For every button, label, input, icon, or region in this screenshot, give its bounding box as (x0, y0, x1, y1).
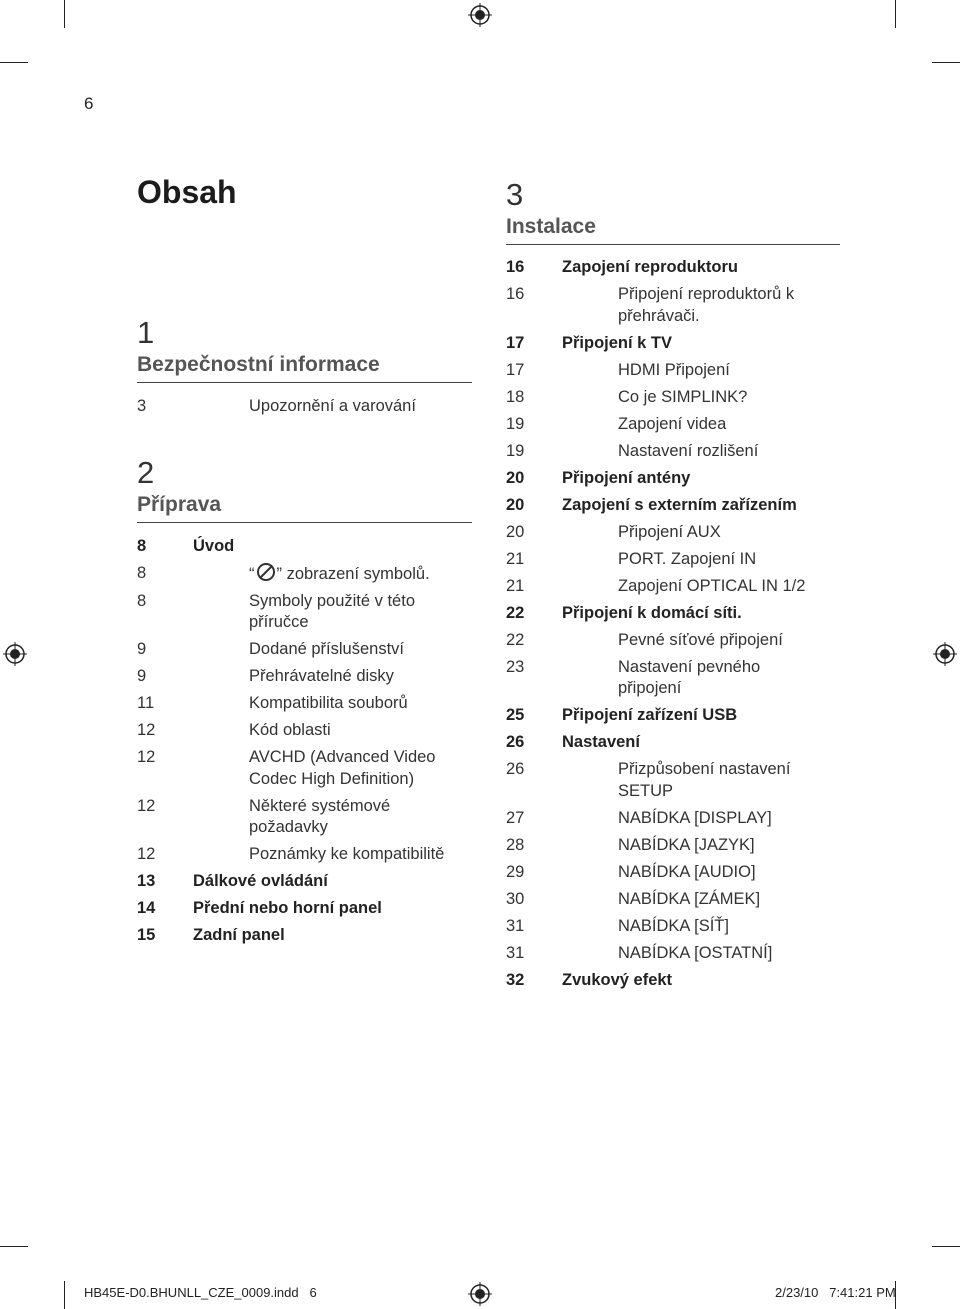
toc-page: 27 (506, 808, 525, 827)
toc-entry[interactable] (506, 257, 840, 279)
toc-text: Zapojení videa (618, 414, 727, 433)
toc-text: Připojení zařízení USB (562, 706, 738, 724)
toc-text: Zapojení reproduktoru (562, 258, 739, 276)
toc-page: 14 (137, 899, 156, 917)
toc-page: 20 (506, 522, 525, 541)
toc-entry[interactable] (506, 441, 840, 463)
toc-entry[interactable] (137, 639, 472, 661)
section-title: Instalace (506, 215, 596, 238)
toc-page: 29 (506, 862, 525, 881)
toc-page: 18 (506, 387, 525, 406)
toc-entry[interactable] (506, 657, 840, 700)
toc-page: 28 (506, 835, 525, 854)
toc-entry[interactable] (506, 468, 840, 490)
toc-page: 12 (137, 748, 156, 766)
toc-left-column (137, 316, 472, 947)
toc-entry[interactable] (506, 549, 840, 571)
toc-text: Přehrávatelné disky (249, 667, 394, 685)
toc-list-section-2 (137, 536, 472, 947)
toc-text: Nastavení (562, 733, 640, 751)
toc-entry[interactable] (137, 796, 472, 839)
registration-mark-icon (468, 3, 492, 27)
toc-page: 30 (506, 889, 525, 908)
toc-entry[interactable] (506, 835, 840, 857)
toc-text: Přizpůsobení nastavení SETUP (618, 760, 791, 800)
toc-page: 8 (137, 563, 147, 582)
section-number: 3 (506, 177, 524, 212)
toc-page: 20 (506, 495, 525, 514)
footer-file-info: HB45E-D0.BHUNLL_CZE_0009.indd 6 (84, 1285, 317, 1300)
page-number: 6 (84, 94, 94, 113)
toc-text: NABÍDKA [AUDIO] (618, 862, 756, 881)
toc-text: Kompatibilita souborů (249, 694, 408, 712)
toc-entry[interactable] (137, 591, 472, 634)
toc-entry[interactable] (506, 284, 840, 327)
toc-entry[interactable] (137, 563, 472, 586)
toc-entry[interactable] (506, 970, 840, 992)
crop-mark (932, 62, 960, 63)
toc-entry[interactable] (137, 693, 472, 715)
toc-text: HDMI Připojení (618, 360, 730, 379)
toc-text: Připojení k TV (562, 333, 673, 352)
section-divider (137, 382, 472, 383)
toc-page: 20 (506, 468, 525, 487)
toc-list-section-1 (137, 396, 472, 418)
toc-page: 12 (137, 845, 156, 863)
toc-text: NABÍDKA [OSTATNÍ] (618, 943, 773, 962)
toc-page: 26 (506, 760, 525, 778)
crop-mark (895, 0, 896, 28)
toc-text: Připojení k domácí síti. (562, 603, 742, 622)
toc-entry[interactable] (137, 898, 472, 920)
toc-page: 8 (137, 591, 147, 610)
registration-mark-icon (933, 642, 957, 666)
section-number: 2 (137, 454, 155, 490)
toc-text: Nastavení pevného připojení (618, 657, 761, 697)
footer-date: 2/23/10 7:41:21 PM (775, 1285, 896, 1300)
toc-entry[interactable] (137, 720, 472, 742)
toc-text: Připojení reproduktorů k přehrávači. (618, 285, 795, 325)
toc-text-prefix: “ (249, 564, 255, 583)
no-disc-icon (257, 563, 275, 581)
toc-text: Připojení antény (562, 468, 691, 487)
toc-entry[interactable] (506, 732, 840, 754)
crop-mark (64, 0, 65, 28)
toc-page: 32 (506, 970, 525, 989)
toc-entry[interactable] (506, 360, 840, 382)
registration-mark-icon (3, 642, 27, 666)
crop-mark (932, 1246, 960, 1247)
toc-text: NABÍDKA [JAZYK] (618, 835, 755, 854)
toc-text: Poznámky ke kompatibilitě (249, 845, 445, 863)
registration-mark-icon (468, 1282, 492, 1306)
toc-text: NABÍDKA [SÍŤ] (618, 916, 729, 935)
crop-mark (0, 62, 28, 63)
toc-text: Úvod (193, 536, 235, 555)
toc-entry[interactable] (506, 495, 840, 517)
toc-page: 9 (137, 640, 147, 658)
toc-entry[interactable] (137, 871, 472, 893)
toc-page: 21 (506, 549, 525, 568)
toc-text: Dodané příslušenství (249, 640, 405, 658)
toc-page: 19 (506, 414, 525, 433)
page-title: Obsah (137, 174, 237, 210)
toc-right-column (506, 178, 840, 997)
toc-entry[interactable] (506, 333, 840, 355)
toc-text: Upozornění a varování (249, 397, 416, 415)
toc-entry[interactable] (506, 705, 840, 727)
toc-text: Pevné síťové připojení (618, 630, 783, 649)
toc-entry[interactable] (137, 396, 472, 418)
toc-page: 11 (137, 694, 155, 712)
toc-page: 31 (506, 916, 525, 935)
crop-mark (64, 1281, 65, 1309)
toc-entry[interactable] (506, 387, 840, 409)
toc-text: Co je SIMPLINK? (618, 387, 748, 406)
toc-text: AVCHD (Advanced Video Codec High Definition) (249, 748, 436, 788)
toc-text: Nastavení rozlišení (618, 441, 759, 460)
toc-page: 22 (506, 603, 525, 622)
toc-text: Zvukový efekt (562, 970, 673, 989)
section-title: Příprava (137, 492, 222, 516)
toc-entry[interactable] (506, 916, 840, 938)
toc-page: 19 (506, 441, 525, 460)
toc-entry[interactable] (506, 576, 840, 598)
toc-entry[interactable] (506, 862, 840, 884)
section-divider (506, 244, 840, 245)
toc-entry[interactable] (506, 603, 840, 625)
toc-page: 15 (137, 926, 156, 944)
toc-entry[interactable] (137, 666, 472, 688)
toc-entry[interactable] (506, 943, 840, 965)
toc-page: 17 (506, 360, 525, 379)
toc-text: Zadní panel (193, 926, 285, 944)
toc-page: 31 (506, 943, 525, 962)
section-number: 1 (137, 315, 155, 350)
crop-mark (0, 1246, 28, 1247)
toc-text: Kód oblasti (249, 721, 331, 739)
toc-text: NABÍDKA [ZÁMEK] (618, 889, 761, 908)
toc-text: ” zobrazení symbolů. (276, 564, 430, 583)
toc-text: PORT. Zapojení IN (618, 549, 757, 568)
toc-page: 25 (506, 706, 525, 724)
toc-page: 23 (506, 657, 525, 676)
toc-entry[interactable] (137, 925, 472, 947)
toc-entry[interactable] (506, 414, 840, 436)
toc-text: Připojení AUX (618, 522, 721, 541)
toc-entry[interactable] (137, 747, 472, 790)
toc-page: 12 (137, 721, 156, 739)
toc-entry[interactable] (137, 536, 472, 558)
toc-page: 26 (506, 733, 525, 751)
toc-page: 17 (506, 333, 525, 352)
toc-text: Dálkové ovládání (193, 872, 328, 890)
toc-page: 12 (137, 796, 156, 815)
toc-text: Zapojení OPTICAL IN 1/2 (618, 576, 806, 595)
toc-text: NABÍDKA [DISPLAY] (618, 808, 772, 827)
toc-page: 8 (137, 536, 147, 555)
toc-entry[interactable] (506, 522, 840, 544)
toc-entry[interactable] (506, 759, 840, 802)
toc-page: 9 (137, 667, 147, 685)
toc-entry[interactable] (137, 844, 472, 866)
toc-page: 16 (506, 258, 525, 276)
toc-text: Symboly použité v této příručce (249, 591, 415, 631)
toc-entry[interactable] (506, 630, 840, 652)
toc-page: 21 (506, 576, 525, 595)
toc-list-section-3 (506, 257, 840, 991)
toc-entry[interactable] (506, 808, 840, 830)
toc-page: 3 (137, 397, 147, 415)
toc-text: Zapojení s externím zařízením (562, 495, 797, 514)
toc-page: 22 (506, 630, 525, 649)
section-title: Bezpečnostní informace (137, 353, 380, 376)
toc-entry[interactable] (506, 889, 840, 911)
toc-page: 13 (137, 872, 156, 890)
section-divider (137, 522, 472, 523)
toc-text: Některé systémové požadavky (249, 796, 391, 836)
toc-page: 16 (506, 285, 525, 303)
toc-text: Přední nebo horní panel (193, 899, 382, 917)
